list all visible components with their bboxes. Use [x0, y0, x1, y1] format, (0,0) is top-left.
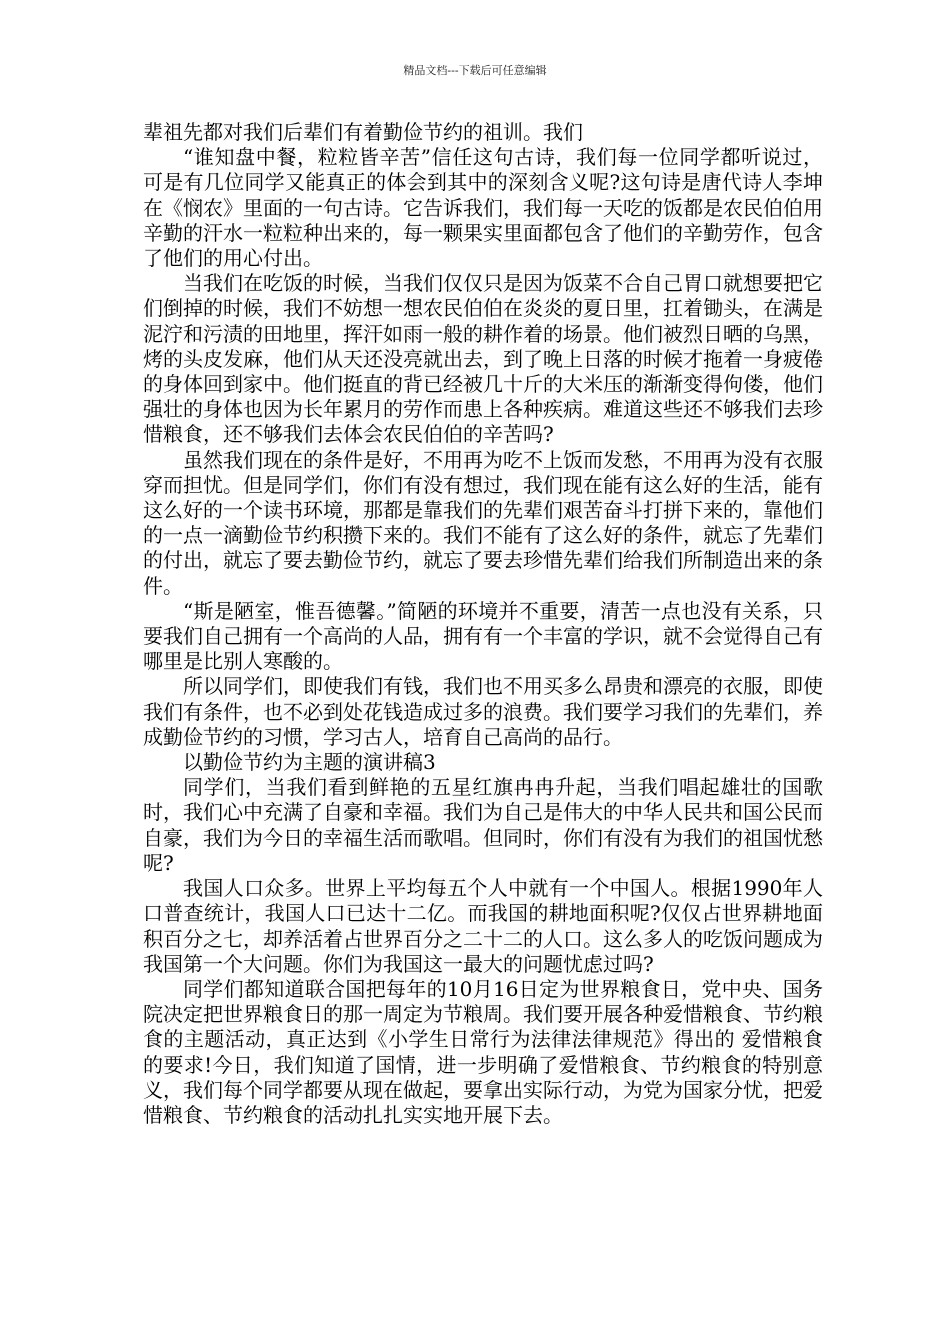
paragraph: 同学们，当我们看到鲜艳的五星红旗冉冉升起，当我们唱起雄壮的国歌时，我们心中充满了自豪和幸福。我们为自己是伟大的中华人民共和国公民而自豪，我们为今日的幸福生活而歌唱。但同时，你们有没有为我们的祖国忧愁呢?: [143, 775, 823, 875]
paragraph: 同学们都知道联合国把每年的10月16日定为世界粮食日，党中央、国务院决定把世界粮食日的那一周定为节粮周。我们要开展各种爱惜粮食、节约粮食的主题活动，真正达到《小学生日常行为法律法律规范》得出的 爱惜粮食 的要求!今日，我们知道了国情，进一步明确了爱惜粮食、节约粮食的特别意义，我们每个同学都要从现在做起，要拿出实际行动，为党为国家分忧，把爱惜粮食、节约粮食的活动扎扎实实地开展下去。: [143, 976, 823, 1127]
paragraph: 所以同学们，即使我们有钱，我们也不用买多么昂贵和漂亮的衣服，即使我们有条件，也不必到处花钱造成过多的浪费。我们要学习我们的先辈们，养成勤俭节约的习惯，学习古人，培育自己高尚的品行。: [143, 674, 823, 749]
section-title: 以勤俭节约为主题的演讲稿3: [183, 750, 436, 775]
paragraph: “谁知盘中餐，粒粒皆辛苦”信任这句古诗，我们每一位同学都听说过，可是有几位同学又能真正的体会到其中的深刻含义呢?这句诗是唐代诗人李坤在《悯农》里面的一句古诗。它告诉我们，我们每一天吃的饭都是农民伯伯用辛勤的汗水一粒粒种出来的，每一颗果实里面都包含了他们的辛勤劳作，包含了他们的用心付出。: [143, 145, 823, 271]
page-header: 精品文档---下载后可任意编辑: [403, 64, 547, 77]
paragraph: 当我们在吃饭的时候，当我们仅仅只是因为饭菜不合自己胃口就想要把它们倒掉的时候，我们不妨想一想农民伯伯在炎炎的夏日里，扛着锄头，在满是泥泞和污渍的田地里，挥汗如雨一般的耕作着的场景。他们被烈日晒的乌黑，烤的头皮发麻，他们从天还没亮就出去，到了晚上日落的时候才拖着一身疲倦的身体回到家中。他们挺直的背已经被几十斤的大米压的渐渐变得佝偻，他们强壮的身体也因为长年累月的劳作而患上各种疾病。难道这些还不够我们去珍惜粮食，还不够我们去体会农民伯伯的辛苦吗?: [143, 271, 823, 447]
paragraph: 虽然我们现在的条件是好，不用再为吃不上饭而发愁，不用再为没有衣服穿而担忧。但是同学们，你们有没有想过，我们现在能有这么好的生活，能有这么好的一个读书环境，那都是靠我们的先辈们艰苦奋斗打拼下来的，靠他们的一点一滴勤俭节约积攒下来的。我们不能有了这么好的条件，就忘了先辈们的付出，就忘了要去勤俭节约，就忘了要去珍惜先辈们给我们所制造出来的条件。: [143, 447, 823, 598]
document-body: [143, 120, 823, 1128]
paragraph: 我国人口众多。世界上平均每五个人中就有一个中国人。根据1990年人口普查统计，我国人口已达十二亿。而我国的耕地面积呢?仅仅占世界耕地面积百分之七，却养活着占世界百分之二十二的人口。这么多人的吃饭问题成为我国第一个大问题。你们为我国这一最大的问题忧虑过吗?: [143, 876, 823, 976]
paragraph: 辈祖先都对我们后辈们有着勤俭节约的祖训。我们: [143, 120, 583, 144]
paragraph: “斯是陋室，惟吾德馨。”简陋的环境并不重要，清苦一点也没有关系，只要我们自己拥有一个高尚的人品，拥有有一个丰富的学识，就不会觉得自己有哪里是比别人寒酸的。: [143, 598, 823, 674]
